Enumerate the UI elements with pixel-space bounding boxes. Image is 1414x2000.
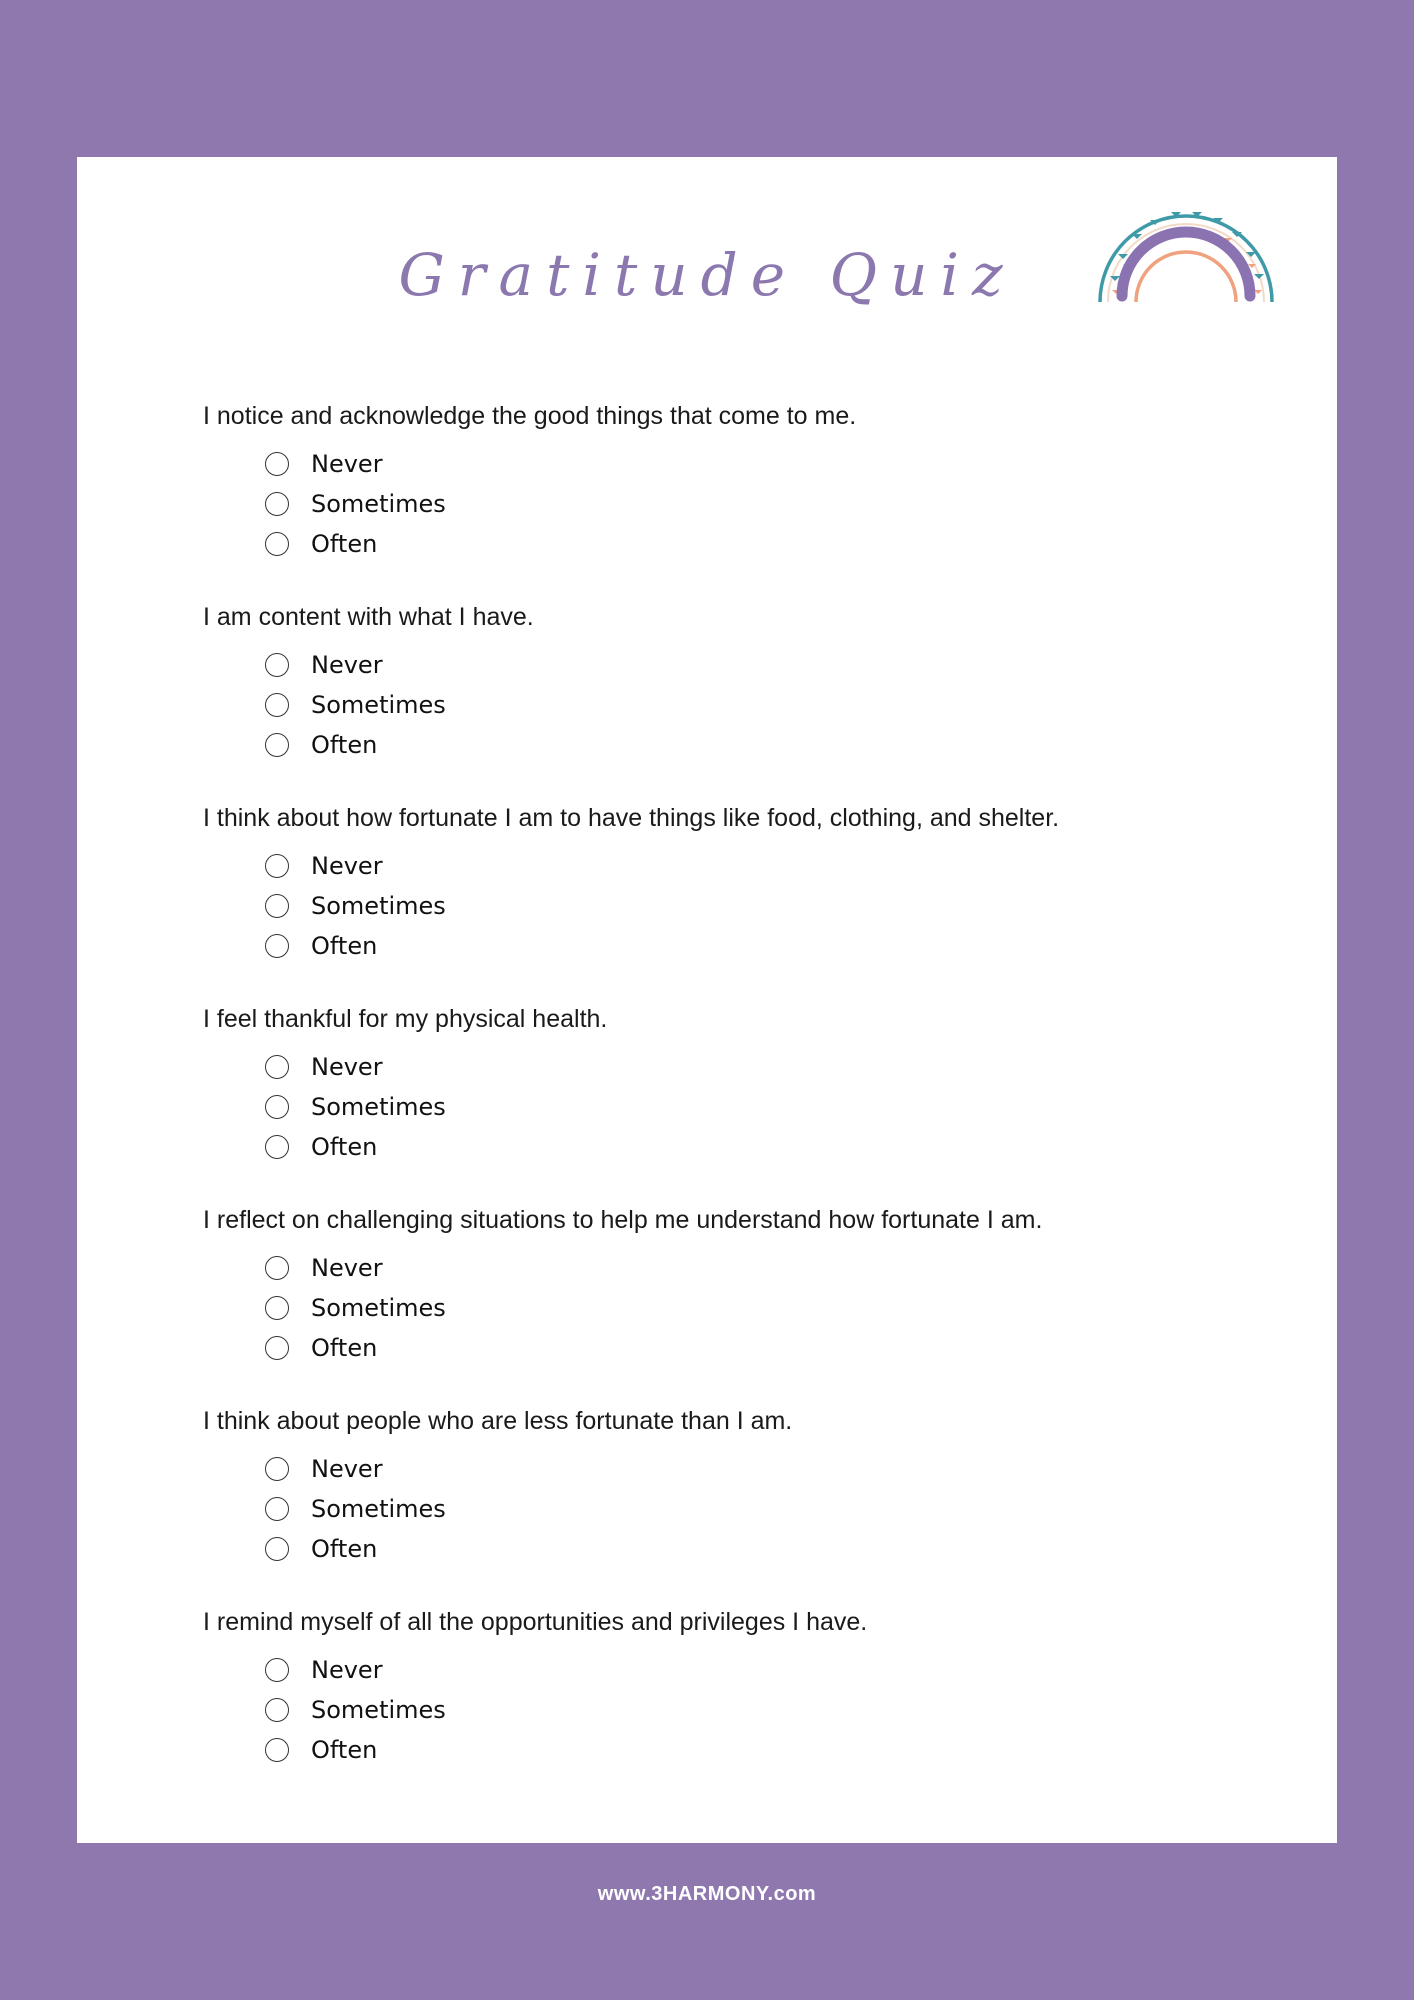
option-label: Sometimes	[311, 892, 446, 920]
radio-circle-icon[interactable]	[265, 1457, 289, 1481]
option-label: Sometimes	[311, 490, 446, 518]
option-never[interactable]	[265, 846, 1253, 886]
question-text: I notice and acknowledge the good things that come to me.	[203, 402, 857, 430]
option-label: Never	[311, 1254, 383, 1282]
option-sometimes[interactable]	[265, 1288, 1253, 1328]
option-often[interactable]	[265, 1328, 1253, 1368]
radio-circle-icon[interactable]	[265, 492, 289, 516]
radio-circle-icon[interactable]	[265, 1135, 289, 1159]
radio-circle-icon[interactable]	[265, 1537, 289, 1561]
question-item	[203, 1200, 1253, 1401]
question-item	[203, 1401, 1253, 1602]
radio-circle-icon[interactable]	[265, 452, 289, 476]
option-never[interactable]	[265, 444, 1253, 484]
option-group	[265, 444, 1253, 564]
option-sometimes[interactable]	[265, 1087, 1253, 1127]
radio-circle-icon[interactable]	[265, 854, 289, 878]
option-label: Often	[311, 932, 378, 960]
radio-circle-icon[interactable]	[265, 1738, 289, 1762]
option-group	[265, 1047, 1253, 1167]
radio-circle-icon[interactable]	[265, 532, 289, 556]
option-group	[265, 1449, 1253, 1569]
option-often[interactable]	[265, 1127, 1253, 1167]
question-text: I am content with what I have.	[203, 603, 534, 631]
option-sometimes[interactable]	[265, 1690, 1253, 1730]
option-group	[265, 846, 1253, 966]
question-text: I remind myself of all the opportunities and privileges I have.	[203, 1608, 868, 1636]
radio-circle-icon[interactable]	[265, 1497, 289, 1521]
option-label: Often	[311, 530, 378, 558]
option-often[interactable]	[265, 1529, 1253, 1569]
option-label: Sometimes	[311, 1495, 446, 1523]
radio-circle-icon[interactable]	[265, 1336, 289, 1360]
question-item	[203, 999, 1253, 1200]
radio-circle-icon[interactable]	[265, 1296, 289, 1320]
option-sometimes[interactable]	[265, 886, 1253, 926]
option-label: Often	[311, 731, 378, 759]
radio-circle-icon[interactable]	[265, 653, 289, 677]
option-label: Sometimes	[311, 1093, 446, 1121]
page-title: Gratitude Quiz	[398, 241, 1016, 309]
option-label: Sometimes	[311, 1696, 446, 1724]
option-sometimes[interactable]	[265, 1489, 1253, 1529]
option-group	[265, 1248, 1253, 1368]
option-label: Never	[311, 651, 383, 679]
rainbow-icon	[1096, 190, 1276, 304]
option-label: Never	[311, 852, 383, 880]
radio-circle-icon[interactable]	[265, 733, 289, 757]
question-text: I feel thankful for my physical health.	[203, 1005, 608, 1033]
option-label: Often	[311, 1334, 378, 1362]
option-never[interactable]	[265, 645, 1253, 685]
radio-circle-icon[interactable]	[265, 894, 289, 918]
option-never[interactable]	[265, 1248, 1253, 1288]
option-label: Never	[311, 1455, 383, 1483]
option-label: Never	[311, 1053, 383, 1081]
option-sometimes[interactable]	[265, 685, 1253, 725]
option-often[interactable]	[265, 926, 1253, 966]
radio-circle-icon[interactable]	[265, 1256, 289, 1280]
option-label: Sometimes	[311, 691, 446, 719]
option-often[interactable]	[265, 524, 1253, 564]
question-list	[203, 396, 1253, 1803]
radio-circle-icon[interactable]	[265, 1698, 289, 1722]
radio-circle-icon[interactable]	[265, 693, 289, 717]
option-sometimes[interactable]	[265, 484, 1253, 524]
option-label: Never	[311, 450, 383, 478]
option-never[interactable]	[265, 1449, 1253, 1489]
option-group	[265, 645, 1253, 765]
option-never[interactable]	[265, 1650, 1253, 1690]
question-item	[203, 597, 1253, 798]
question-item	[203, 1602, 1253, 1803]
option-never[interactable]	[265, 1047, 1253, 1087]
footer-url[interactable]: www.3HARMONY.com	[597, 1883, 817, 1905]
option-often[interactable]	[265, 725, 1253, 765]
question-text: I reflect on challenging situations to help me understand how fortunate I am.	[203, 1206, 1043, 1234]
radio-circle-icon[interactable]	[265, 1055, 289, 1079]
option-label: Never	[311, 1656, 383, 1684]
question-item	[203, 798, 1253, 999]
question-text: I think about how fortunate I am to have things like food, clothing, and shelter.	[203, 804, 1060, 832]
option-label: Often	[311, 1736, 378, 1764]
radio-circle-icon[interactable]	[265, 1658, 289, 1682]
question-text: I think about people who are less fortunate than I am.	[203, 1407, 793, 1435]
option-label: Sometimes	[311, 1294, 446, 1322]
option-often[interactable]	[265, 1730, 1253, 1770]
radio-circle-icon[interactable]	[265, 934, 289, 958]
option-label: Often	[311, 1133, 378, 1161]
option-group	[265, 1650, 1253, 1770]
question-item	[203, 396, 1253, 597]
radio-circle-icon[interactable]	[265, 1095, 289, 1119]
option-label: Often	[311, 1535, 378, 1563]
